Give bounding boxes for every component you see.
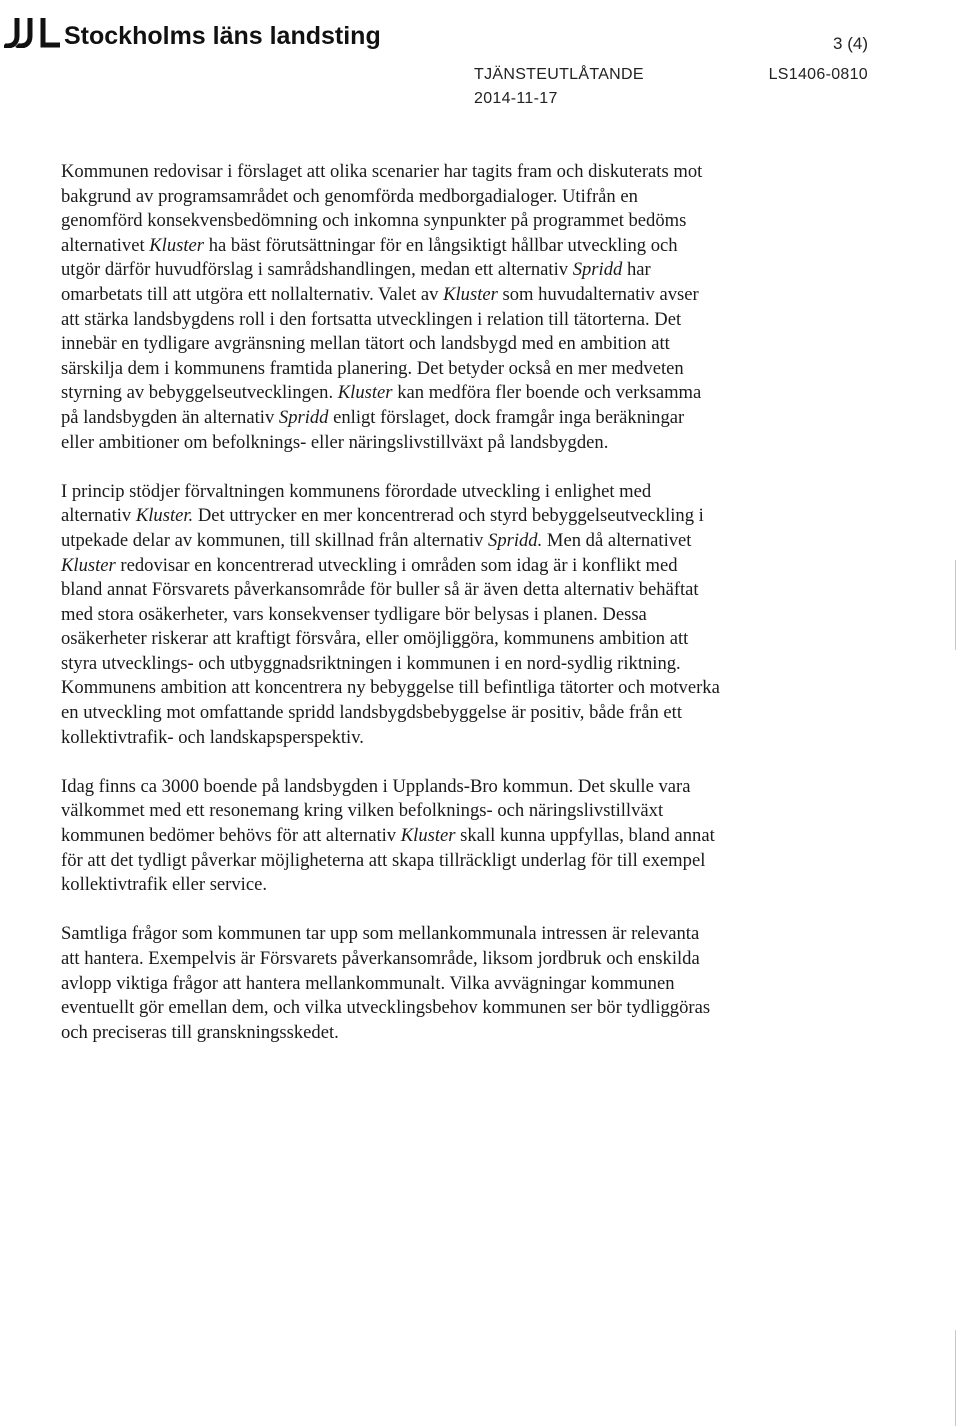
- page-number: 3 (4): [833, 34, 868, 53]
- sll-logo-icon: [4, 18, 62, 48]
- document-body: [61, 160, 721, 1070]
- document-reference: LS1406-0810: [768, 66, 868, 83]
- italic-term: Kluster: [400, 825, 456, 847]
- italic-term: Kluster: [61, 554, 116, 576]
- paragraph-1: [61, 160, 721, 455]
- paragraph-3: [61, 775, 721, 898]
- margin-scan-line: [955, 560, 956, 650]
- italic-term: Kluster: [443, 283, 498, 305]
- italic-term: Spridd: [278, 406, 329, 428]
- text-run: redovisar en koncentrerad utveckling i områden som idag är i konflikt med bland annat Försvarets påverkansområde för buller så är även detta alternativ behäftat med stora osäkerheter, vars konsekvenser tydligare bör belysas i planen. Dessa osäkerheter riskerar att kraftigt försvåra, eller omöjliggöra, kommunens ambition att styra utvecklings- och utbyggnadsriktningen i kommunen i en nord-sydlig riktning. Kommunens ambition att koncentrera ny bebyggelse till befintliga tätorter och motverka en utveckling mot omfattande spridd landsbygdsbebyggelse är positiv, både från ett kollektivtrafik- och landskapsperspektiv.: [61, 554, 720, 748]
- text-run: Kommunen redovisar i förslaget att olika scenarier har tagits fram och diskuterats mot bakgrund av programsamrådet och genomförda medborgadialoger. Utifrån en genomförd konsekvensbedömning och inkomna synpunkter på programmet bedöms alternativet: [61, 161, 703, 256]
- document-type: TJÄNSTEUTLÅTANDE: [474, 66, 644, 83]
- italic-term: Spridd: [572, 259, 623, 281]
- text-run: ha bäst förutsättningar för en långsiktigt hållbar utveckling och utgör därför huvudförslag i samrådshandlingen, medan ett alternativ: [61, 234, 678, 281]
- text-run: Men då alternativet: [542, 529, 692, 551]
- italic-term: Spridd.: [488, 529, 543, 551]
- italic-term: Kluster: [149, 234, 205, 256]
- page-header: [0, 0, 960, 120]
- margin-scan-line: [955, 1330, 956, 1426]
- text-run: Det uttrycker en mer koncentrerad och styrd bebyggelseutveckling i utpekade delar av kommunen, till skillnad från alternativ: [61, 505, 704, 551]
- text-run: kan medföra fler boende och verksamma på landsbygden än alternativ: [61, 382, 702, 428]
- text-run: Samtliga frågor som kommunen tar upp som mellankommunala intressen är relevanta att hantera. Exempelvis är Försvarets påverkansområde, liksom jordbruk och enskilda avlopp viktiga frågor att hantera mellankommunalt. Vilka avvägningar kommunen eventuellt gör emellan dem, och vilka utvecklingsbehov kommunen ser bör tydliggöras och preciseras till granskningsskedet.: [61, 923, 711, 1043]
- text-run: har omarbetats till att utgöra ett nollalternativ. Valet av: [61, 259, 651, 305]
- paragraph-2: [61, 480, 721, 751]
- italic-term: Kluster.: [135, 505, 194, 527]
- text-run: I princip stödjer förvaltningen kommunens förordade utveckling i enlighet med alternativ: [61, 480, 652, 527]
- text-run: Idag finns ca 3000 boende på landsbygden i Upplands-Bro kommun. Det skulle vara välkommet med ett resonemang kring vilken befolknings- och näringslivstillväxt kommunen bedömer behövs för att alternativ: [61, 775, 691, 847]
- text-run: som huvudalternativ avser att stärka landsbygdens roll i den fortsatta utvecklingen i relation till tätorterna. Det innebär en tydligare avgränsning mellan tätort och landsbygd med en ambition att särskilja dem i kommunens framtida planering. Det betyder också en mer medveten styrning av bebyggelseutvecklingen.: [61, 283, 699, 404]
- text-run: enligt förslaget, dock framgår inga beräkningar eller ambitioner om befolknings- eller näringslivstillväxt på landsbygden.: [61, 406, 685, 453]
- organization-name: Stockholms läns landsting: [64, 22, 381, 50]
- italic-term: Kluster: [337, 382, 393, 404]
- document-date: 2014-11-17: [474, 90, 558, 107]
- text-run: skall kunna uppfyllas, bland annat för att det tydligt påverkar möjligheterna att skapa tillräckligt underlag för till exempel kollektivtrafik eller service.: [61, 825, 715, 896]
- paragraph-4: [61, 922, 721, 1045]
